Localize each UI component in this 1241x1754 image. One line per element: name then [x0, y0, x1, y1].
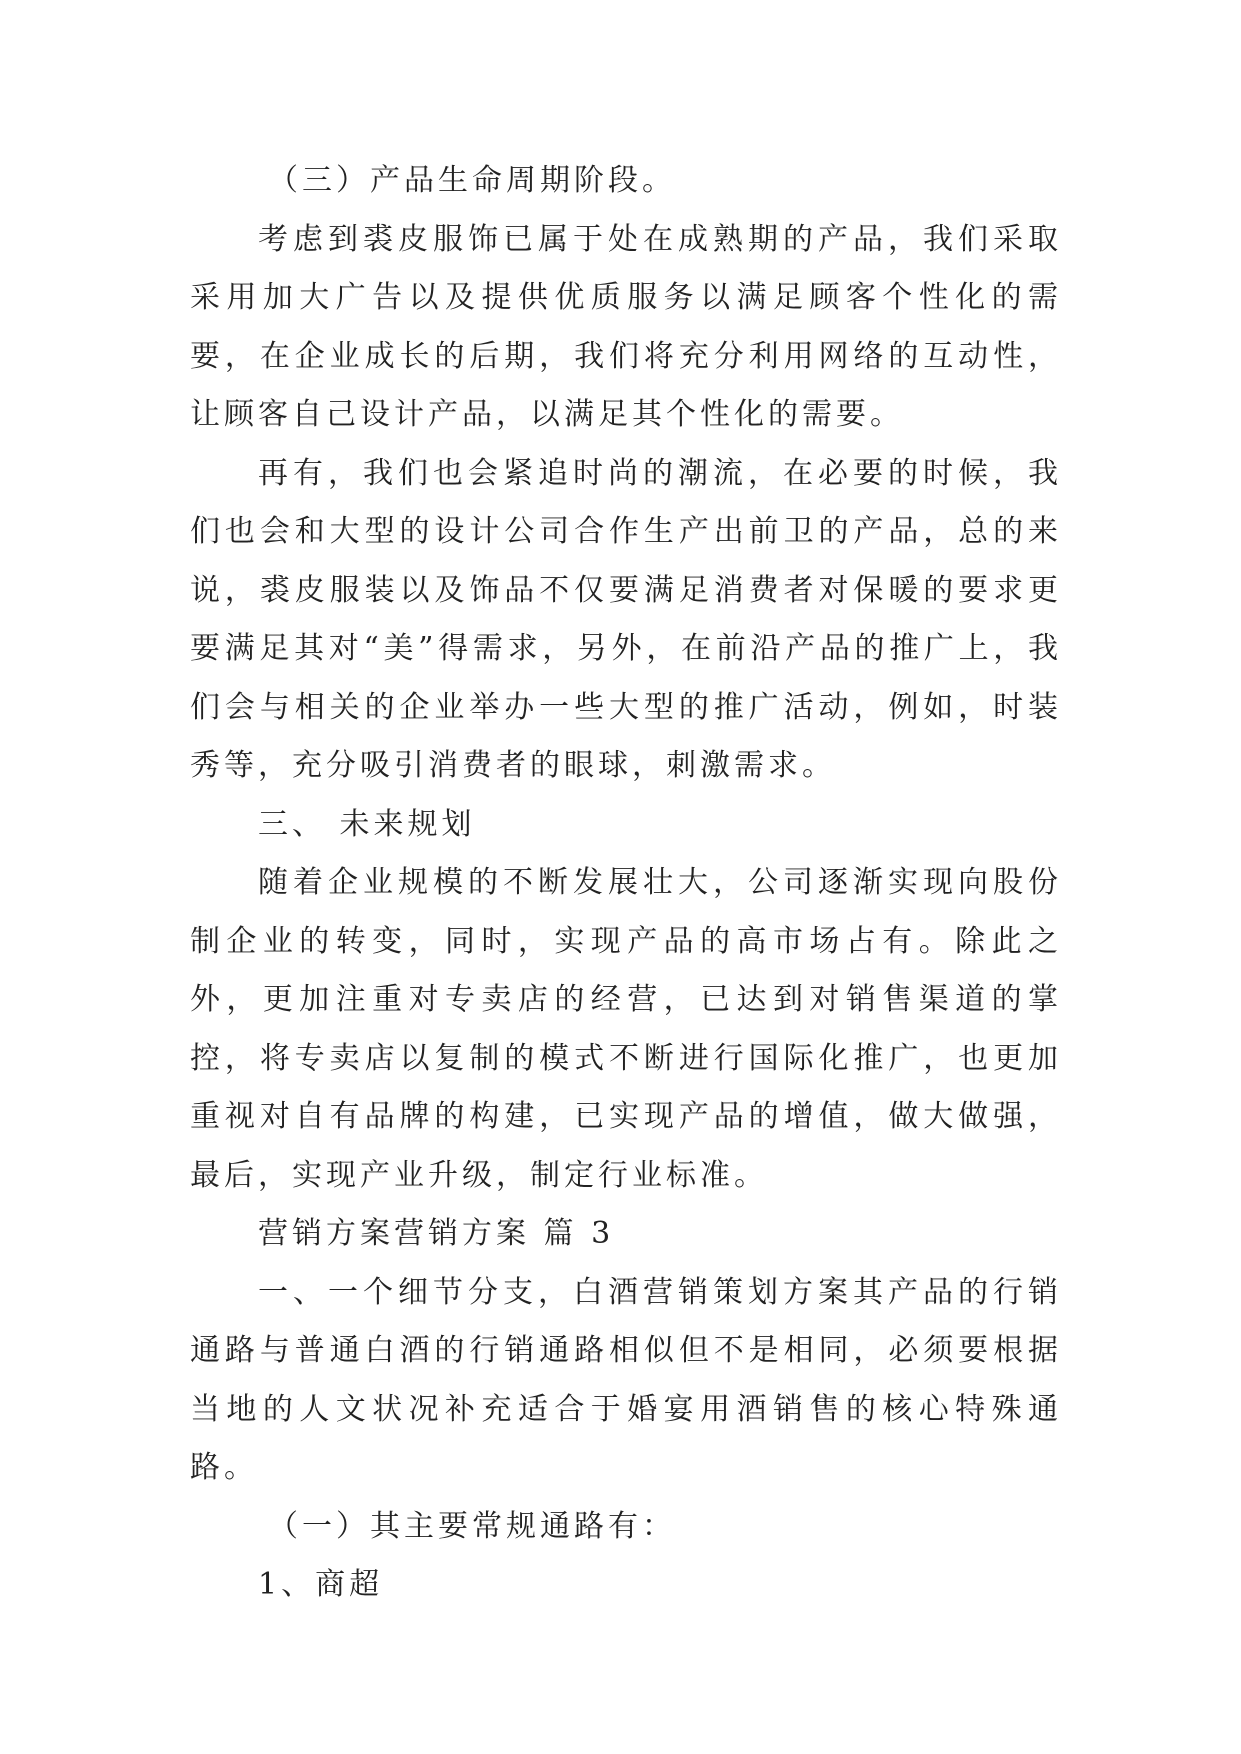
document-body: [190, 152, 1062, 1615]
paragraph-moreover: 再有，我们也会紧追时尚的潮流，在必要的时候，我们也会和大型的设计公司合作生产出前卫的产品，总的来说，裘皮服装以及饰品不仅要满足消费者对保暖的要求更要满足其对“美”得需求，另外，在前沿产品的推广上，我们会与相关的企业举办一些大型的推广活动，例如，时装秀等，充分吸引消费者的眼球，刺激需求。: [190, 455, 1062, 783]
section-heading-product-lifecycle: （三）产品生命周期阶段。: [268, 163, 676, 198]
section-heading-channels: （一）其主要常规通路有：: [268, 1508, 676, 1544]
paragraph-branch: 一、一个细节分支，白酒营销策划方案其产品的行销通路与普通白酒的行销通路相似但不是相同，必须要根据当地的人文状况补充适合于婚宴用酒销售的核心特殊通路。: [190, 1274, 1062, 1485]
list-item-1: 1、商超: [258, 1567, 384, 1602]
section-heading-future: 三、 未来规划: [258, 806, 476, 842]
paragraph-future: 随着企业规模的不断发展壮大，公司逐渐实现向股份制企业的转变，同时，实现产品的高市场占有。除此之外，更加注重对专卖店的经营，已达到对销售渠道的掌控，将专卖店以复制的模式不断进行国际化推广，也更加重视对自有品牌的构建，已实现产品的增值，做大做强，最后，实现产业升级，制定行业标准。: [190, 865, 1062, 1193]
section-heading-plan-3: 营销方案营销方案 篇 3: [258, 1216, 615, 1251]
paragraph-consider: 考虑到裘皮服饰已属于处在成熟期的产品，我们采取采用加大广告以及提供优质服务以满足顾客个性化的需要，在企业成长的后期，我们将充分利用网络的互动性，让顾客自己设计产品，以满足其个性化的需要。: [190, 221, 1062, 432]
